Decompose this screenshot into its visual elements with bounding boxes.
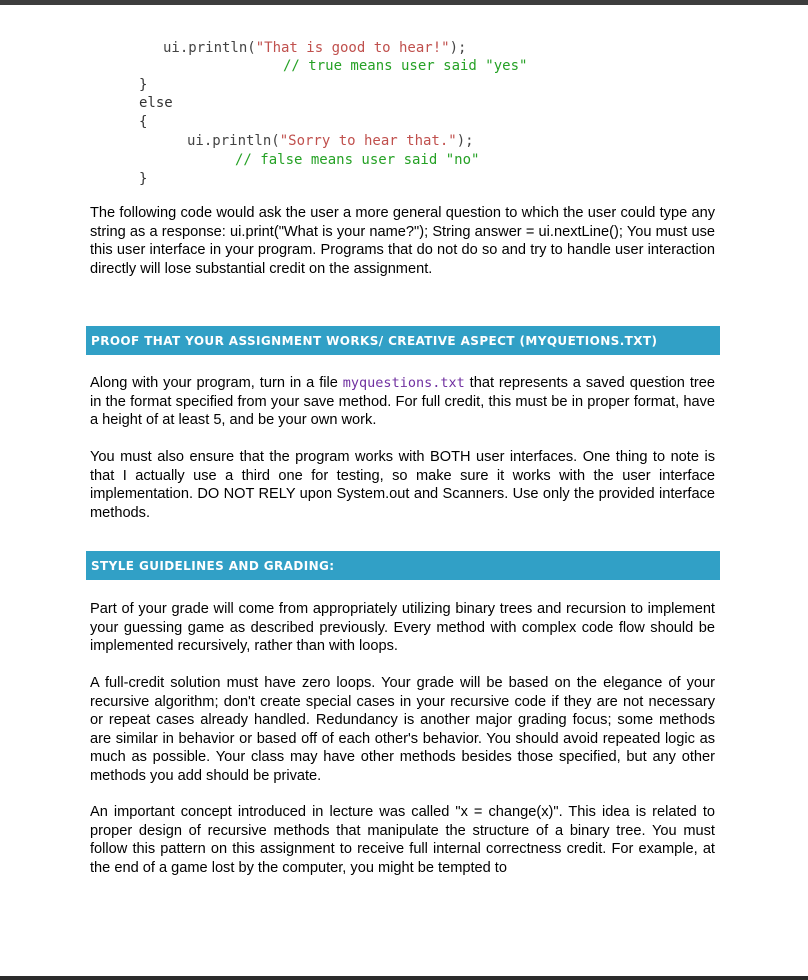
code-string: "Sorry to hear that." <box>279 133 457 149</box>
paragraph-zero-loops: A full-credit solution must have zero loops. Your grade will be based on the elegance of your recursive algorithm; don't create special cases in your recursive code if they are not necessary or repeat cases already handled. Redundancy is another major grading focus; some methods are similar in behavior or based off of each other's behavior. You should avoid repeated logic as much as possible. Your class may have other methods besides those specified, but any other methods you add should be private. <box>90 675 715 784</box>
section-heading-text: PROOF THAT YOUR ASSIGNMENT WORKS/ CREATIVE ASPECT (MYQUETIONS.TXT) <box>91 333 658 348</box>
code-close-brace: } <box>139 171 148 187</box>
code-line-println-sorry <box>187 132 474 150</box>
bottom-border <box>0 976 808 980</box>
code-end: ); <box>456 133 474 149</box>
paragraph-text: that represents a saved question tree in the format specified from your save method. For full credit, this must be in proper format, have a height of at least 5, and be your own work. <box>90 375 715 428</box>
code-close-brace: } <box>139 77 148 93</box>
code-line-println-good <box>163 39 466 57</box>
top-border <box>0 0 808 5</box>
code-call: ui.println( <box>187 133 280 149</box>
code-comment-false: // false means user said "no" <box>235 152 480 168</box>
paragraph-recursion: Part of your grade will come from appropriately utilizing binary trees and recursion to implement your guessing game as described previously. Every method with complex code flow should be implemented recursively, rather than with loops. <box>90 601 715 654</box>
code-string: "That is good to hear!" <box>255 40 450 56</box>
section-heading-proof <box>86 326 720 355</box>
paragraph-user-input: The following code would ask the user a more general question to which the user could type any string as a response: ui.print("What is your name?"); String answer = ui.nextLine(); You must use this user interface in your program. Programs that do not do so and try to handle user interaction directly will lose substantial credit on the assignment. <box>90 205 715 277</box>
code-else-keyword: else <box>139 95 173 111</box>
filename-text: myquestions.txt <box>342 375 465 391</box>
code-call: ui.println( <box>163 40 256 56</box>
code-comment-true: // true means user said "yes" <box>283 58 528 74</box>
code-open-brace: { <box>139 114 148 130</box>
code-end: ); <box>449 40 467 56</box>
paragraph-user-interfaces: You must also ensure that the program works with BOTH user interfaces. One thing to note is that I actually use a third one for testing, so make sure it works with the user interface implementation. DO NOT RELY upon System.out and Scanners. Use only the provided interface methods. <box>90 449 715 521</box>
paragraph-text: Along with your program, turn in a file <box>90 375 343 391</box>
section-heading-text: STYLE GUIDELINES AND GRADING: <box>91 558 335 573</box>
paragraph-myquestions <box>90 374 715 430</box>
section-heading-style <box>86 551 720 580</box>
paragraph-x-change-x: An important concept introduced in lecture was called "x = change(x)". This idea is related to proper design of recursive methods that manipulate the structure of a binary tree. You must follow this pattern on this assignment to receive full internal correctness credit. For example, at the end of a game lost by the computer, you might be tempted to <box>90 804 715 876</box>
